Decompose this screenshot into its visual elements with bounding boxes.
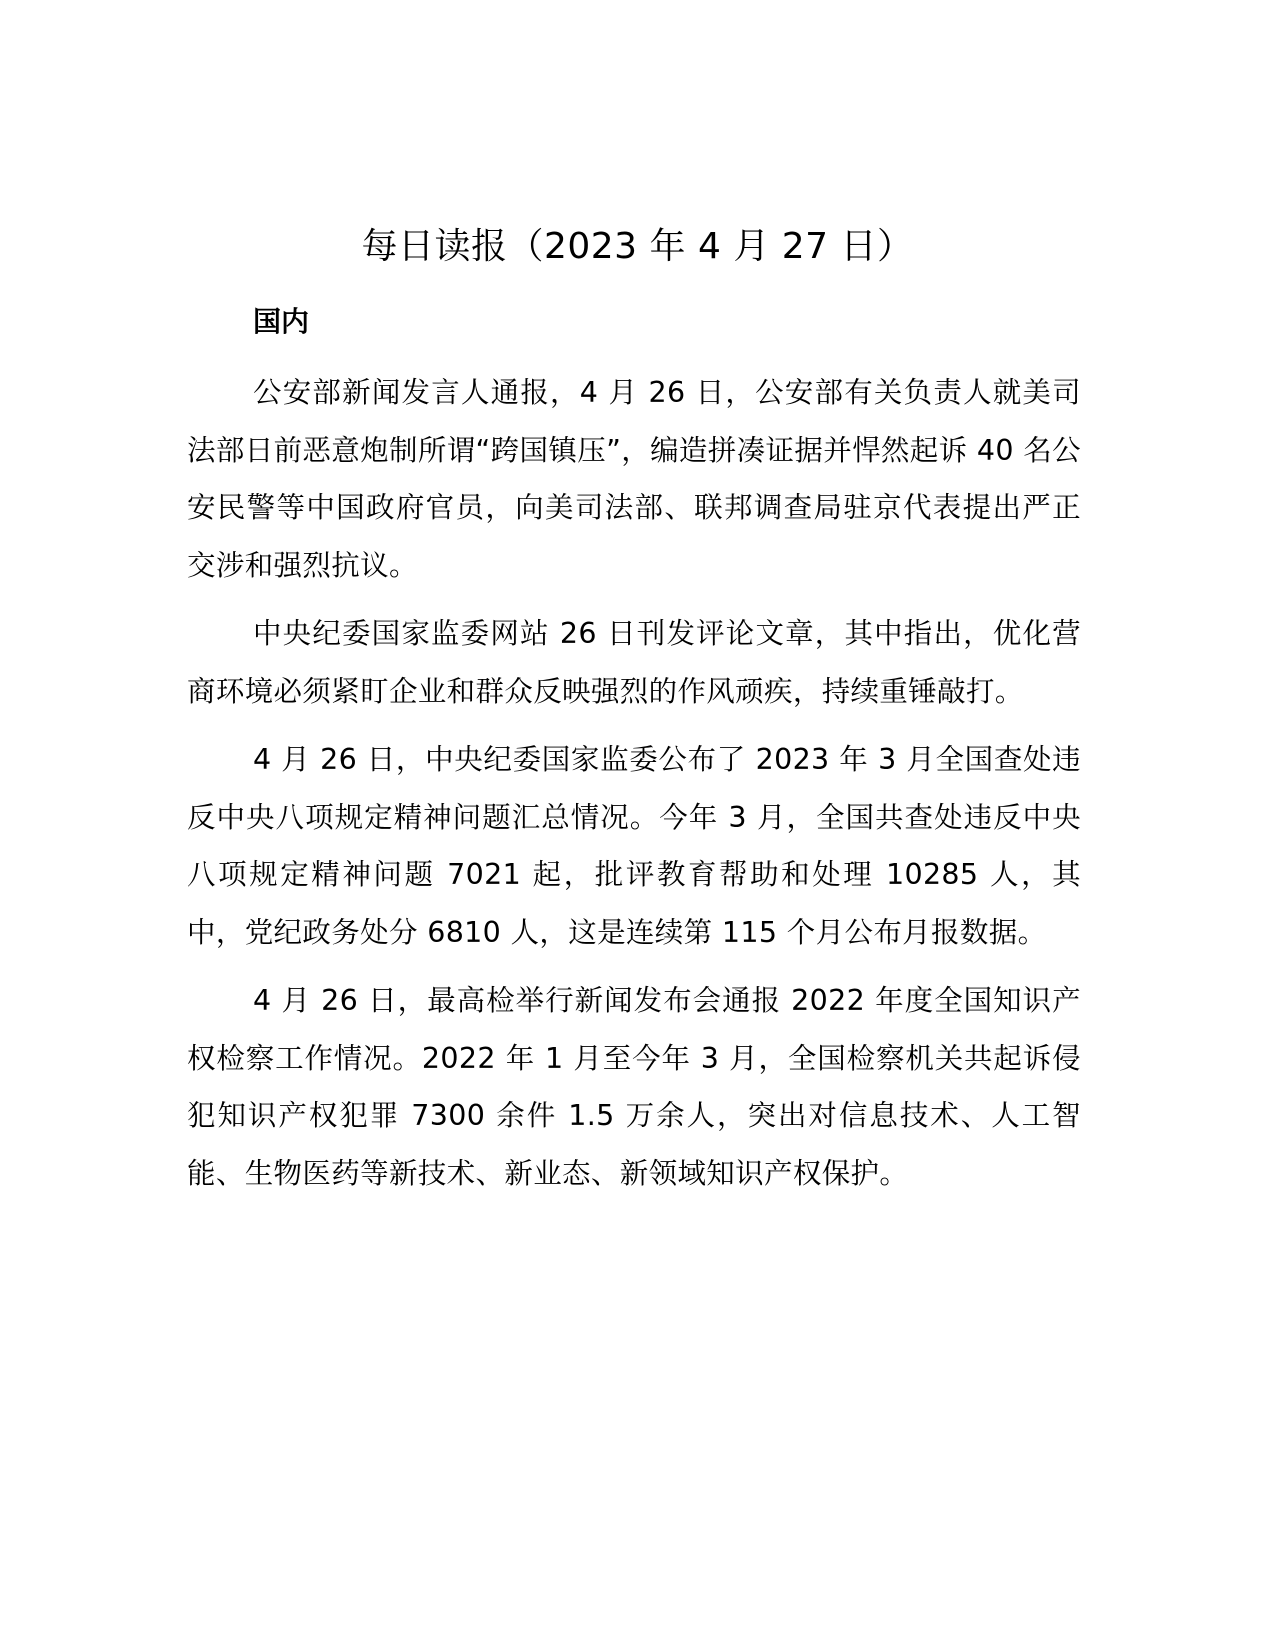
news-paragraph: 4 月 26 日，最高检举行新闻发布会通报 2022 年度全国知识产权检察工作情况。2022 年 1 月至今年 3 月，全国检察机关共起诉侵犯知识产权犯罪 7300 余件 1.5 万余人，突出对信息技术、人工智能、生物医药等新技术、新业态、新领域知识产权保护。 (187, 984, 1081, 1190)
document-title: 每日读报（2023 年 4 月 27 日） (361, 226, 914, 267)
section-heading-domestic: 国内 (253, 305, 310, 338)
news-paragraph: 中央纪委国家监委网站 26 日刊发评论文章，其中指出，优化营商环境必须紧盯企业和群众反映强烈的作风顽疾，持续重锤敲打。 (187, 617, 1081, 708)
news-paragraph: 公安部新闻发言人通报，4 月 26 日，公安部有关负责人就美司法部日前恶意炮制所谓“跨国镇压”，编造拼凑证据并悍然起诉 40 名公安民警等中国政府官员，向美司法部、联邦调查局驻京代表提出严正交涉和强烈抗议。 (187, 376, 1081, 582)
document-body (187, 364, 1081, 1213)
news-paragraph: 4 月 26 日，中央纪委国家监委公布了 2023 年 3 月全国查处违反中央八项规定精神问题汇总情况。今年 3 月，全国共查处违反中央八项规定精神问题 7021 起，批评教育帮助和处理 10285 人，其中，党纪政务处分 6810 人，这是连续第 115 个月公布月报数据。 (187, 743, 1081, 949)
